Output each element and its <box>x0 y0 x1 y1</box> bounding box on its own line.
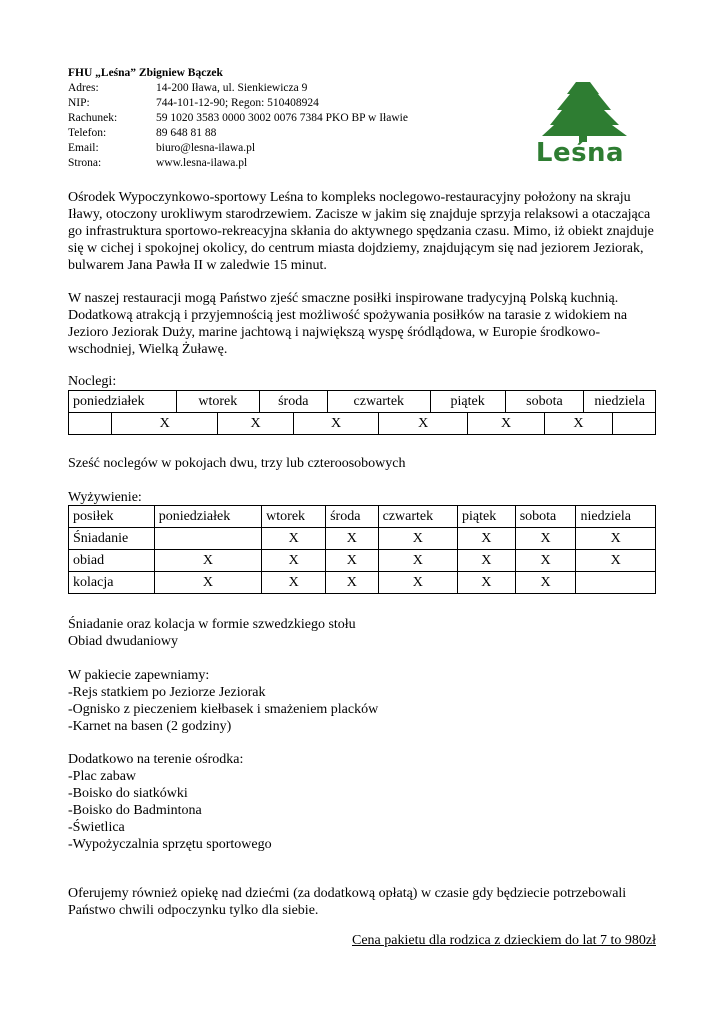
list-item: -Karnet na basen (2 godziny) <box>68 719 232 734</box>
noclegi-label: Noclegi: <box>68 374 117 389</box>
meal-note: Śniadanie oraz kolacja w formie szwedzkiego stołu <box>68 617 356 632</box>
meal-cell: Śniadanie <box>69 528 155 550</box>
phone-value: 89 648 81 88 <box>156 127 217 139</box>
list-item: -Boisko do siatkówki <box>68 786 188 801</box>
table-row <box>69 528 656 550</box>
mark-cell: X <box>378 528 457 550</box>
mark-cell: X <box>379 413 468 435</box>
mark-cell: X <box>326 572 378 594</box>
header-cell: posiłek <box>69 506 155 528</box>
mark-cell: X <box>293 413 379 435</box>
mark-cell: X <box>154 550 261 572</box>
table-row <box>69 413 656 435</box>
mark-cell: X <box>515 550 576 572</box>
meal-note: Obiad dwudaniowy <box>68 634 179 649</box>
meal-notes <box>68 616 356 650</box>
header-cell: sobota <box>515 506 576 528</box>
mark-cell: X <box>218 413 293 435</box>
nip-value: 744-101-12-90; Regon: 510408924 <box>156 97 319 109</box>
wyzywienie-table <box>68 505 656 594</box>
header-cell: czwartek <box>378 506 457 528</box>
table-row <box>69 550 656 572</box>
email-value: biuro@lesna-ilawa.pl <box>156 142 256 154</box>
header-cell: środa <box>326 506 378 528</box>
list-item: -Plac zabaw <box>68 769 137 784</box>
mark-cell <box>576 572 656 594</box>
phone-key: Telefon: <box>68 127 107 139</box>
header-cell: poniedziałek <box>154 506 261 528</box>
package-list <box>68 667 378 735</box>
account-row <box>68 111 488 126</box>
account-key: Rachunek: <box>68 112 118 124</box>
email-key: Email: <box>68 142 99 154</box>
list-item: -Ognisko z pieczeniem kiełbasek i smażeniem placków <box>68 702 379 717</box>
extras-list <box>68 751 272 853</box>
extras-title: Dodatkowo na terenie ośrodka: <box>68 752 244 767</box>
mark-cell: X <box>468 413 545 435</box>
mark-cell: X <box>458 528 516 550</box>
list-item: -Boisko do Badmintona <box>68 803 202 818</box>
website-value: www.lesna-ilawa.pl <box>156 157 248 169</box>
mark-cell: X <box>458 550 516 572</box>
mark-cell: X <box>458 572 516 594</box>
mark-cell: X <box>515 528 576 550</box>
account-value: 59 1020 3583 0000 3002 0076 7384 PKO BP w Iławie <box>156 112 408 124</box>
lesna-logo <box>520 80 642 172</box>
mark-cell <box>69 413 112 435</box>
logo-wordmark: Leśna <box>535 138 625 168</box>
day-cell: środa <box>259 391 327 413</box>
noclegi-note: Sześć noclegów w pokojach dwu, trzy lub czteroosobowych <box>68 456 406 471</box>
tree-icon <box>520 80 642 142</box>
mark-cell: X <box>515 572 576 594</box>
noclegi-table <box>68 390 656 435</box>
mark-cell: X <box>154 572 261 594</box>
day-cell: niedziela <box>584 391 656 413</box>
package-price: Cena pakietu dla rodzica z dzieckiem do lat 7 to 980zł <box>352 933 656 948</box>
address-value: 14-200 Iława, ul. Sienkiewicza 9 <box>156 82 308 94</box>
mark-cell: X <box>378 572 457 594</box>
header-cell: niedziela <box>576 506 656 528</box>
day-cell: poniedziałek <box>69 391 177 413</box>
day-cell: sobota <box>505 391 584 413</box>
phone-row <box>68 126 488 141</box>
header-cell: wtorek <box>262 506 326 528</box>
childcare-paragraph: Oferujemy również opiekę nad dziećmi (za dodatkową opłatą) w czasie gdy będziecie potrzebowali Państwo chwili odpoczynku tylko dla siebie. <box>68 886 627 918</box>
mark-cell <box>154 528 261 550</box>
day-cell: wtorek <box>176 391 259 413</box>
mark-cell: X <box>262 572 326 594</box>
mark-cell: X <box>262 528 326 550</box>
day-cell: piątek <box>430 391 505 413</box>
list-item: -Świetlica <box>68 820 125 835</box>
mark-cell: X <box>378 550 457 572</box>
table-row <box>69 506 656 528</box>
nip-key: NIP: <box>68 97 90 109</box>
company-name: FHU „Leśna” Zbigniew Bączek <box>68 67 223 79</box>
header-cell: piątek <box>458 506 516 528</box>
mark-cell: X <box>576 550 656 572</box>
company-header <box>68 66 488 171</box>
mark-cell: X <box>326 550 378 572</box>
restaurant-paragraph: W naszej restauracji mogą Państwo zjeść smaczne posiłki inspirowane tradycyjną Polską kuchnią. Dodatkową atrakcją i przyjemnością jest możliwość spożywania posiłków na tarasie z widokiem na Jezioro Jeziorak Duży, marine jachtową i największą wyspę śródlądowa, w Europie środkowo-wschodniej, Wielką Żuławę. <box>68 291 628 357</box>
mark-cell: X <box>544 413 612 435</box>
address-key: Adres: <box>68 82 99 94</box>
table-row <box>69 572 656 594</box>
mark-cell: X <box>112 413 218 435</box>
list-item: -Rejs statkiem po Jeziorze Jeziorak <box>68 685 266 700</box>
website-key: Strona: <box>68 157 102 169</box>
list-item: -Wypożyczalnia sprzętu sportowego <box>68 837 272 852</box>
package-title: W pakiecie zapewniamy: <box>68 668 210 683</box>
mark-cell: X <box>326 528 378 550</box>
email-row <box>68 141 488 156</box>
wyzywienie-label: Wyżywienie: <box>68 490 142 505</box>
website-row <box>68 156 488 171</box>
day-cell: czwartek <box>327 391 430 413</box>
table-row <box>69 391 656 413</box>
meal-cell: kolacja <box>69 572 155 594</box>
address-row <box>68 81 488 96</box>
mark-cell: X <box>262 550 326 572</box>
mark-cell: X <box>576 528 656 550</box>
nip-row <box>68 96 488 111</box>
mark-cell <box>613 413 656 435</box>
intro-paragraph: Ośrodek Wypoczynkowo-sportowy Leśna to kompleks noclegowo-restauracyjny położony na skraju Iławy, otoczony urokliwym starodrzewiem. Zacisze w jakim się znajduje sprzyja relaksowi a otaczająca go infrastruktura sportowo-rekreacyjna skłania do aktywnego spędzania czasu. Mimo, iż obiekt znajduje się w cichej i spokojnej okolicy, do centrum miasta dojdziemy, znajdującym się nad jeziorem Jeziorak, bulwarem Jana Pawła II w zaledwie 15 minut. <box>68 190 654 273</box>
meal-cell: obiad <box>69 550 155 572</box>
